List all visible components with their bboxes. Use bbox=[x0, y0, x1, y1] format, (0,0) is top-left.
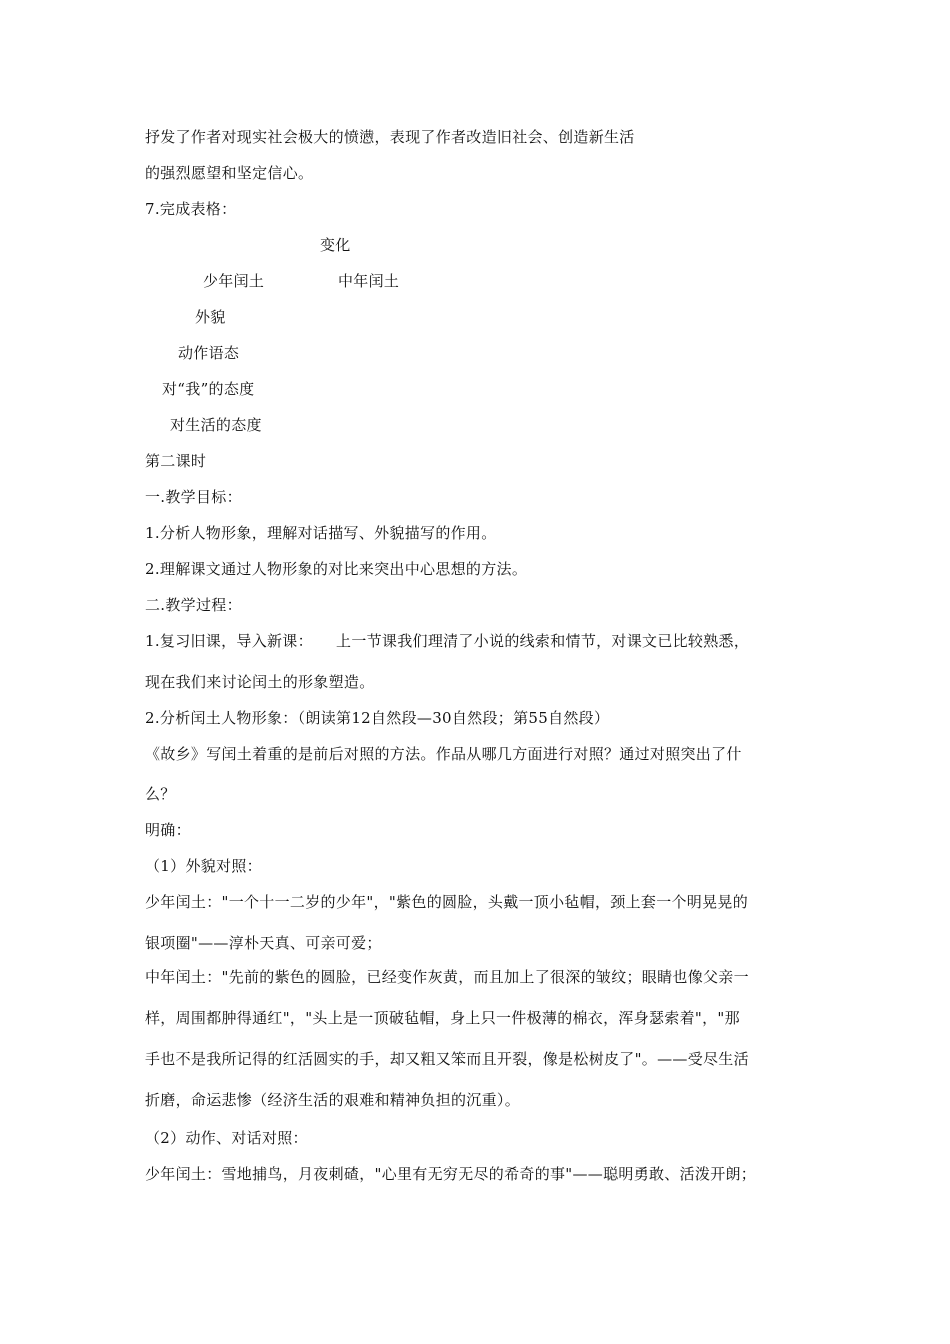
subsection-heading: （1）外貌对照： bbox=[145, 857, 262, 875]
paragraph-line: 折磨，命运悲惨（经济生活的艰难和精神负担的沉重）。 bbox=[145, 1091, 521, 1109]
subsection-heading: （2）动作、对话对照： bbox=[145, 1129, 308, 1147]
paragraph-line: 现在我们来讨论闰土的形象塑造。 bbox=[145, 673, 375, 691]
paragraph-line: 抒发了作者对现实社会极大的愤懑，表现了作者改造旧社会、创造新生活 bbox=[145, 128, 635, 146]
table-row-attitude-to-me: 对“我”的态度 bbox=[162, 380, 255, 398]
paragraph-line: 《故乡》写闰土着重的是前后对照的方法。作品从哪几方面进行对照？通过对照突出了什 bbox=[145, 745, 742, 763]
paragraph-line: 样，周围都肿得通红"，"头上是一顶破毡帽，身上只一件极薄的棉衣，浑身瑟索着"，"那 bbox=[145, 1009, 740, 1027]
paragraph-line: 的强烈愿望和坚定信心。 bbox=[145, 164, 314, 182]
subsection-heading: 一.教学目标： bbox=[145, 488, 242, 506]
list-item: 2.理解课文通过人物形象的对比来突出中心思想的方法。 bbox=[145, 560, 528, 578]
list-item: 2.分析闰土人物形象：（朗读第12自然段—30自然段；第55自然段） bbox=[145, 709, 610, 727]
table-row-appearance: 外貌 bbox=[195, 308, 226, 326]
section-heading: 第二课时 bbox=[145, 452, 207, 470]
table-col-young-runtu: 少年闰土 bbox=[203, 272, 265, 290]
subsection-heading: 二.教学过程： bbox=[145, 596, 242, 614]
paragraph-line: 明确： bbox=[145, 821, 191, 839]
paragraph-line: 中年闰土："先前的紫色的圆脸，已经变作灰黄，而且加上了很深的皱纹；眼睛也像父亲一 bbox=[145, 968, 749, 986]
task-heading: 7.完成表格： bbox=[145, 200, 237, 218]
table-row-actions: 动作语态 bbox=[178, 344, 240, 362]
paragraph-line: 少年闰土：雪地捕鸟，月夜刺碴，"心里有无穷无尽的希奇的事"——聪明勇敢、活泼开朗； bbox=[145, 1165, 757, 1183]
paragraph-line: 手也不是我所记得的红活圆实的手，却又粗又笨而且开裂，像是松树皮了"。——受尽生活 bbox=[145, 1050, 749, 1068]
paragraph-line: 少年闰土："一个十一二岁的少年"，"紫色的圆脸，头戴一顶小毡帽，颈上套一个明晃晃的 bbox=[145, 893, 749, 911]
paragraph-line: 么？ bbox=[145, 785, 176, 803]
table-col-middle-aged-runtu: 中年闰土 bbox=[338, 272, 400, 290]
paragraph-line: 银项圈"——淳朴天真、可亲可爱； bbox=[145, 934, 382, 952]
list-item: 1.分析人物形象，理解对话描写、外貌描写的作用。 bbox=[145, 524, 497, 542]
table-header-change: 变化 bbox=[320, 236, 351, 254]
table-row-attitude-to-life: 对生活的态度 bbox=[170, 416, 262, 434]
list-item: 1.复习旧课，导入新课： 上一节课我们理清了小说的线索和情节，对课文已比较熟悉， bbox=[145, 632, 750, 650]
